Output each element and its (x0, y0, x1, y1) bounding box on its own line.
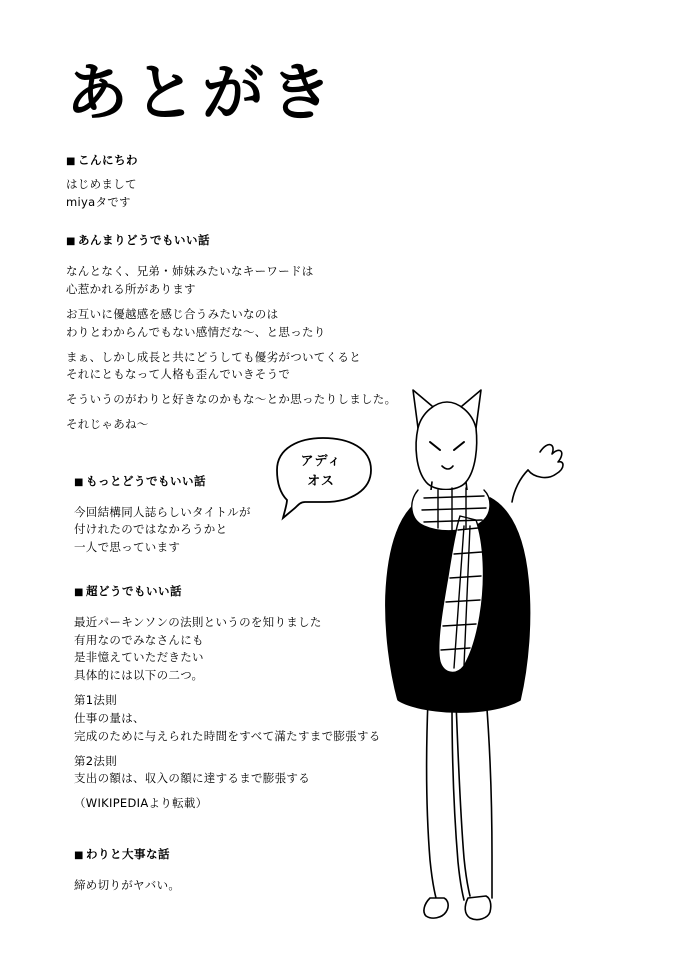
text-line: 心惹かれる所があります (66, 282, 196, 297)
section-important-talk (74, 846, 396, 895)
section-heading: ■ こんにちわ (66, 152, 396, 170)
text-line: なんとなく、兄弟・姉妹みたいなキーワードは (66, 264, 314, 279)
text-line: そういうのがわりと好きなのかもな～とか思ったりしました。 (66, 392, 397, 407)
text-line: 具体的には以下の二つ。 (74, 668, 204, 683)
text-line: 完成のために与えられた時間をすべて滿たすまで膨張する (74, 728, 381, 743)
text-line: まぁ、しかし成長と共にどうしても優劣がついてくると (66, 349, 361, 364)
text-line: 今回結構同人誌らしいタイトルが (74, 504, 251, 519)
section-trivial-talk (66, 232, 396, 433)
text-line: わりとわからんでもない感情だな～、と思ったり (66, 324, 326, 339)
text-line: 第1法則 (74, 693, 118, 708)
text-line: （WIKIPEDIAより転載） (74, 796, 208, 811)
section-heading: ■ もっとどうでもいい話 (74, 473, 396, 491)
text-line: 最近パーキンソンの法則というのを知りました (74, 614, 322, 629)
section-heading: ■ 超どうでもいい話 (74, 583, 396, 601)
text-line: 是非憶えていただきたい (74, 650, 204, 665)
section-heading: ■ わりと大事な話 (74, 846, 396, 864)
text-line: 仕事の量は、 (74, 710, 145, 725)
section-heading: ■ あんまりどうでもいい話 (66, 232, 396, 250)
text-line: それじゃあね～ (66, 416, 149, 431)
afterword-text-column (66, 152, 396, 908)
text-line: 支出の額は、収入の額に達するまで膨張する (74, 771, 310, 786)
text-line: miyaタです (66, 194, 131, 209)
speech-bubble-line-1: アディ (300, 454, 342, 469)
text-line: 付けれたのではなかろうかと (74, 522, 228, 537)
text-line: 一人で思っています (74, 540, 181, 555)
section-super-trivial-talk (74, 583, 396, 813)
section-greeting (66, 152, 396, 211)
text-line: 締め切りがヤバい。 (74, 877, 181, 892)
text-line: それにともなって人格も歪んでいきそうで (66, 367, 291, 382)
speech-bubble (265, 428, 385, 528)
raised-hand-icon (528, 445, 563, 478)
illustration-girl-with-cat-mask (380, 370, 670, 950)
speech-bubble-line-2: オス (307, 473, 335, 489)
page-title: あとがき (66, 56, 339, 129)
text-line: 第2法則 (74, 753, 118, 768)
text-line: はじめまして (66, 176, 137, 191)
text-line: お互いに優越感を感じ合うみたいなのは (66, 306, 279, 321)
text-line: 有用なのでみなさんにも (74, 632, 204, 647)
